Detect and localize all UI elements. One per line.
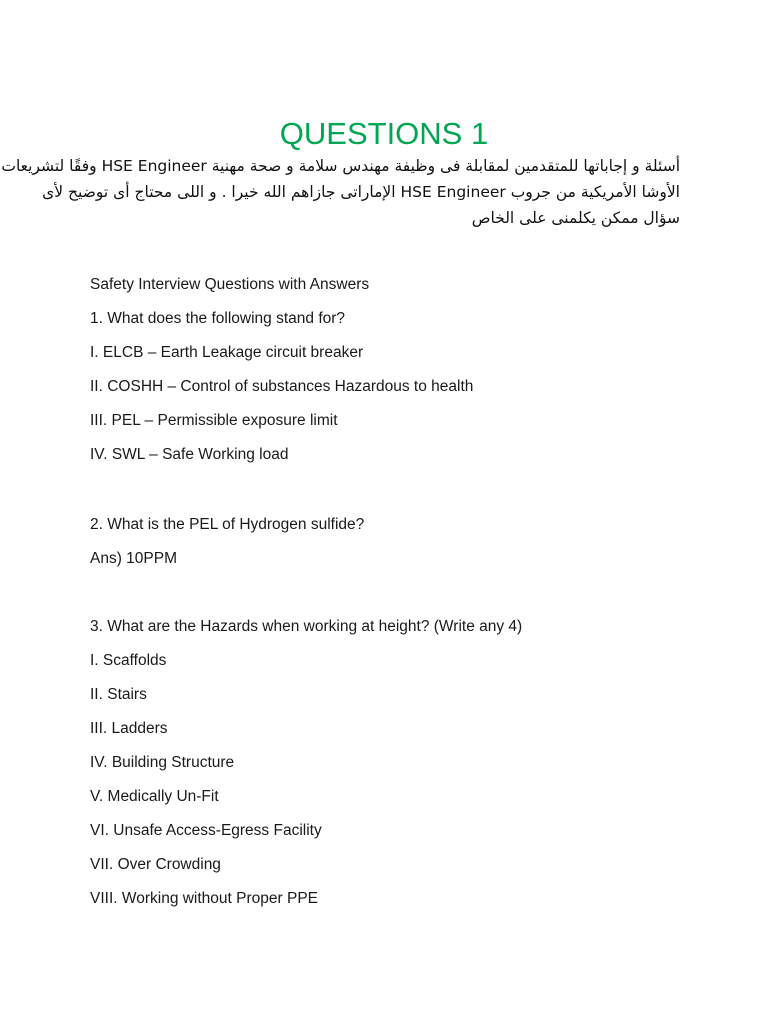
answer-item: I. ELCB – Earth Leakage circuit breaker <box>90 344 364 361</box>
answer-item: III. PEL – Permissible exposure limit <box>90 412 338 429</box>
question-1: 1. What does the following stand for? <box>90 310 346 327</box>
answer-item: VI. Unsafe Access-Egress Facility <box>90 822 322 839</box>
answer-item: III. Ladders <box>90 720 168 737</box>
arabic-intro <box>1 153 680 231</box>
document-subtitle: Safety Interview Questions with Answers <box>90 276 370 293</box>
answer-item: VII. Over Crowding <box>90 856 221 873</box>
answer-item: V. Medically Un-Fit <box>90 788 219 805</box>
arabic-intro-line: سؤال ممكن يكلمنى على الخاص <box>471 209 680 227</box>
arabic-intro-line: الأوشا الأمريكية من جروب HSE Engineer الإماراتى جازاهم الله خيرا . و اللى محتاج أى توضيح لأى <box>42 183 680 201</box>
answer-item: IV. Building Structure <box>90 754 235 771</box>
answer-item: II. COSHH – Control of substances Hazardous to health <box>90 378 474 395</box>
document-title: QUESTIONS 1 <box>279 116 489 151</box>
answer-text: Ans) 10PPM <box>90 550 178 567</box>
answer-item: IV. SWL – Safe Working load <box>90 446 289 463</box>
question-2: 2. What is the PEL of Hydrogen sulfide? <box>90 516 365 533</box>
answer-item: VIII. Working without Proper PPE <box>90 890 319 907</box>
answer-item: II. Stairs <box>90 686 147 703</box>
answer-item: I. Scaffolds <box>90 652 167 669</box>
arabic-intro-line: أسئلة و إجاباتها للمتقدمين لمقابلة فى وظيفة مهندس سلامة و صحة مهنية HSE Engineer وفقًا لتشريعات <box>1 157 680 175</box>
question-3: 3. What are the Hazards when working at height? (Write any 4) <box>90 618 523 635</box>
